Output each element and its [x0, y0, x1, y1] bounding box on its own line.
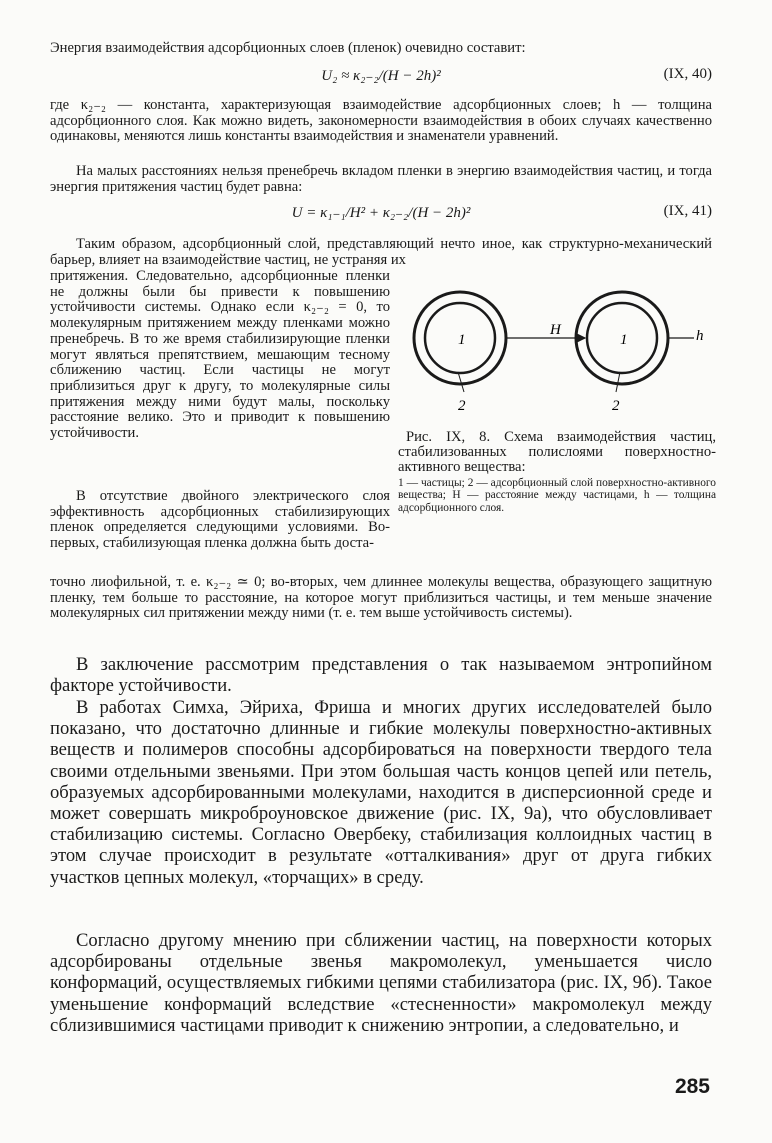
- figure-legend: 1 — частицы; 2 — адсорбционный слой поверхностно-активного вещества; H — расстояние между частицами, h — толщина адсорбционного слоя.: [398, 477, 716, 514]
- paragraph-double-layer-full: точно лиофильной, т. е. κ₂₋₂ ≃ 0; во-вторых, чем длиннее молекулы вещества, образующего защитную пленку, тем больше то расстояние, на которое могут приблизиться частицы, и тем меньше значение молекулярных сил притяжении между ними (т. е. тем выше устойчивость системы).: [50, 574, 712, 622]
- paragraph-small-distances: На малых расстояниях нельзя пренебречь вкладом пленки в энергию взаимодействия частиц, и тогда энергия притяжения частиц будет равна:: [50, 163, 712, 195]
- formula-text: U₂ ≈ κ₂₋₂/(H − 2h)²: [321, 68, 441, 84]
- equation-number: (IX, 41): [663, 203, 712, 219]
- paragraph-constants: где κ₂₋₂ — константа, характеризующая взаимодействие адсорбционных слоев; h — толщина адсорбционного слоя. Как можно видеть, закономерности взаимодействия в обоих случаях качественно одинаковы, меняются лишь константы взаимодействия и знаменатели уравнений.: [50, 97, 712, 145]
- leader-right: [616, 372, 620, 392]
- figure-diagram: [398, 290, 716, 426]
- paragraph-barrier-wrapped: притяжения. Следовательно, адсорбционные пленки не должны были бы привести к повышению устойчивости системы. Однако если κ₂₋₂ = 0, то молекулярным притяжением между пленками можно пренебречь. В то же время стабилизирующие пленки могут являться препятствием, мешающим тесному сближению частиц. Если частицы не могут приблизиться друг к другу, то молекулярные силы притяжения между ними будут малы, поскольку расстояние велико. Это и приводит к повышению устойчивости.: [50, 268, 390, 442]
- paragraph-barrier-full: Таким образом, адсорбционный слой, представляющий нечто иное, как структурно-механический барьер, влияет на взаимодействие частиц, не устраняя их: [50, 236, 712, 268]
- formula-ix-41: [50, 203, 712, 225]
- intro-line: Энергия взаимодействия адсорбционных слоев (пленок) очевидно составит:: [50, 40, 526, 56]
- equation-number: (IX, 40): [663, 66, 712, 82]
- leader-left: [458, 372, 464, 392]
- formula-ix-40: [50, 66, 712, 88]
- page-number: 285: [674, 1075, 710, 1098]
- label-particle-right: 1: [620, 332, 628, 348]
- label-thickness: h: [696, 328, 704, 344]
- figure-ix-8: [398, 290, 716, 550]
- paragraph-double-layer-wrapped: В отсутствие двойного электрического слоя эффективность адсорбционных стабилизирующих пленок определяется следующими условиями. Во-первых, стабилизующая пленка должна быть доста-: [50, 488, 390, 552]
- label-distance: H: [550, 322, 561, 338]
- paragraph-simha-research: В работах Симха, Эйриха, Фриша и многих других исследователей было показано, что достаточно длинные и гибкие молекулы поверхностно-активных веществ и полимеров способны адсорбироваться на поверхности твердого тела своими отдельными звеньями. При этом большая часть концов цепей или петель, образуемых адсорбированными молекулами, находится в дисперсионной среде и может совершать микроброуновское движение (рис. IX, 9а), что обусловливает стабилизацию системы. Согласно Овербеку, стабилизация коллоидных частиц в этом случае происходит в результате «отталкивания» друг от друга гибких участков цепных молекул, «торчащих» в среду.: [50, 697, 712, 888]
- label-particle-left: 1: [458, 332, 466, 348]
- label-layer-right: 2: [612, 398, 620, 414]
- paragraph-entropy-intro: В заключение рассмотрим представления о так называемом энтропийном факторе устойчивости.: [50, 654, 712, 697]
- formula-text: U = κ₁₋₁/H² + κ₂₋₂/(H − 2h)²: [291, 205, 471, 221]
- label-layer-left: 2: [458, 398, 466, 414]
- paragraph-conformations: Согласно другому мнению при сближении частиц, на поверхности которых адсорбированы отдельные звенья макромолекул, уменьшается число конформаций, осуществляемых гибкими цепями стабилизатора (рис. IX, 9б). Такое уменьшение конформаций вследствие «стесненности» макромолекул между сблизившимися частицами приводит к снижению энтропии, а следовательно, и: [50, 930, 712, 1036]
- figure-caption: [398, 430, 716, 514]
- figure-caption-title: Рис. IX, 8. Схема взаимодействия частиц, стабилизованных полислоями поверхностно-активного вещества:: [398, 429, 716, 475]
